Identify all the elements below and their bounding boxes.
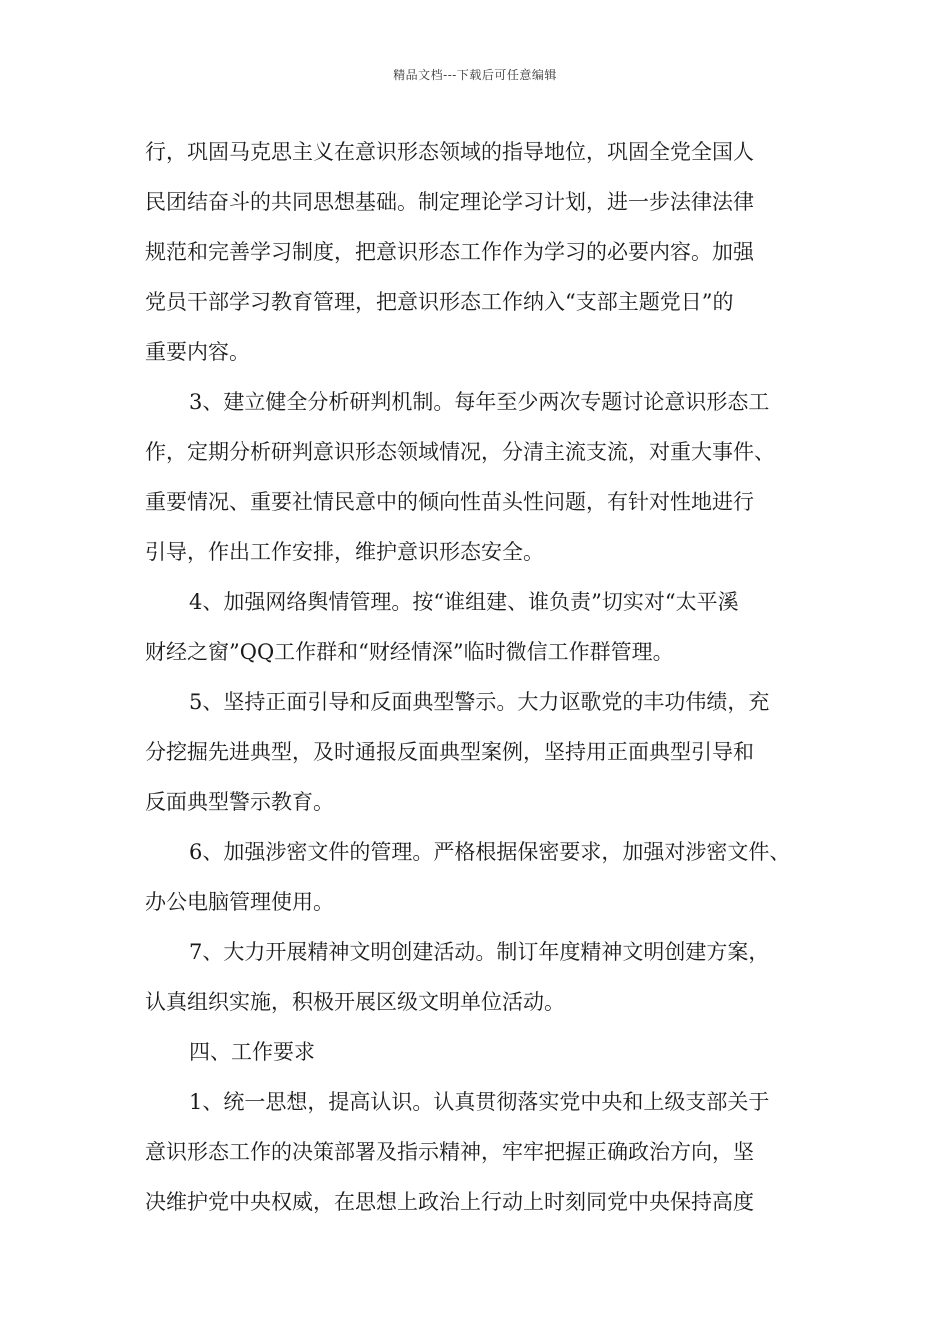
text-line: 4、加强网络舆情管理。按“谁组建、谁负责”切实对“太平溪 <box>189 590 739 614</box>
text-line: 重要内容。 <box>145 340 250 364</box>
text-line: 3、建立健全分析研判机制。每年至少两次专题讨论意识形态工 <box>189 390 770 414</box>
text-line: 引导，作出工作安排，维护意识形态安全。 <box>145 540 544 564</box>
text-line: 反面典型警示教育。 <box>145 790 334 814</box>
text-line: 意识形态工作的决策部署及指示精神，牢牢把握正确政治方向，坚 <box>145 1140 754 1164</box>
text-line: 决维护党中央权威，在思想上政治上行动上时刻同党中央保持高度 <box>145 1190 754 1214</box>
text-line: 办公电脑管理使用。 <box>145 890 334 914</box>
document-body <box>145 127 810 1227</box>
text-line: 党员干部学习教育管理，把意识形态工作纳入“支部主题党日”的 <box>145 290 734 314</box>
text-line: 1、统一思想，提高认识。认真贯彻落实党中央和上级支部关于 <box>189 1090 770 1114</box>
text-line: 7、大力开展精神文明创建活动。制订年度精神文明创建方案， <box>189 940 770 964</box>
text-line: 民团结奋斗的共同思想基础。制定理论学习计划，进一步法律法律 <box>145 190 754 214</box>
text-line: 重要情况、重要社情民意中的倾向性苗头性问题，有针对性地进行 <box>145 490 754 514</box>
text-line: 规范和完善学习制度，把意识形态工作作为学习的必要内容。加强 <box>145 240 754 264</box>
text-line: 行，巩固马克思主义在意识形态领域的指导地位，巩固全党全国人 <box>145 140 754 164</box>
text-line: 作，定期分析研判意识形态领域情况，分清主流支流，对重大事件、 <box>145 440 775 464</box>
text-line: 分挖掘先进典型，及时通报反面典型案例，坚持用正面典型引导和 <box>145 740 754 764</box>
section-heading: 四、工作要求 <box>189 1040 315 1064</box>
text-line: 财经之窗”QQ工作群和“财经情深”临时微信工作群管理。 <box>145 640 674 664</box>
text-line: 5、坚持正面引导和反面典型警示。大力讴歌党的丰功伟绩，充 <box>189 690 770 714</box>
text-line: 6、加强涉密文件的管理。严格根据保密要求，加强对涉密文件、 <box>189 840 791 864</box>
page-header: 精品文档---下载后可任意编辑 <box>393 68 557 82</box>
text-line: 认真组织实施，积极开展区级文明单位活动。 <box>145 990 565 1014</box>
